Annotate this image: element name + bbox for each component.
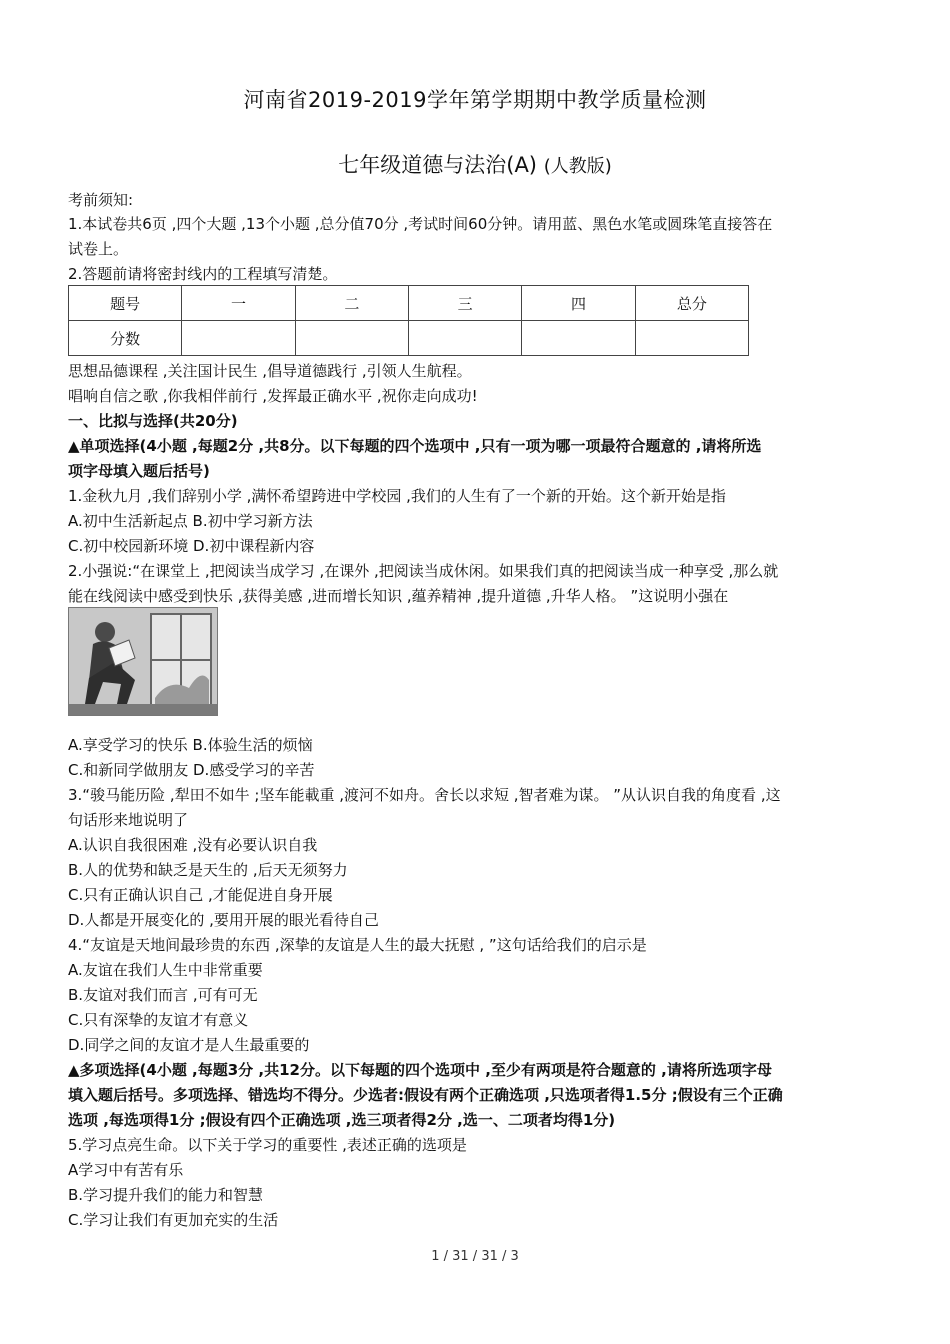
- question-3-option-a: A.认识自我很困难 ,没有必要认识自我: [68, 836, 318, 854]
- single-choice-instruction-a: ▲单项选择(4小题 ,每题2分 ,共8分。以下每题的四个选项中 ,只有一项为哪一项最符合题意的 ,请将所选: [68, 437, 762, 455]
- notice-item-1b: 试卷上。: [68, 240, 129, 258]
- question-4-stem: 4.“友谊是天地间最珍贵的东西 ,深挚的友谊是人生的最大抚慰 , ”这句话给我们的启示是: [68, 936, 647, 954]
- question-2-options-ab: A.享受学习的快乐 B.体验生活的烦恼: [68, 736, 313, 754]
- score-input-cell[interactable]: [522, 321, 635, 356]
- score-table-row: [69, 321, 749, 356]
- question-4-option-d: D.同学之间的友谊才是人生最重要的: [68, 1036, 310, 1054]
- multi-choice-instruction-b: 填入题后括号。多项选择、错选均不得分。少选者:假设有两个正确选项 ,只选项者得1.5分 ;假设有三个正确: [68, 1086, 783, 1104]
- score-header-cell: 二: [295, 286, 408, 321]
- page-number: 1 / 31 / 31 / 3: [431, 1249, 519, 1264]
- question-5-option-b: B.学习提升我们的能力和智慧: [68, 1186, 264, 1204]
- notice-item-1a: 1.本试卷共6页 ,四个大题 ,13个小题 ,总分值70分 ,考试时间60分钟。请用蓝、黑色水笔或圆珠笔直接答在: [68, 215, 773, 233]
- reading-student-illustration: [69, 608, 217, 715]
- question-2-stem-b: 能在线阅读中感受到快乐 ,获得美感 ,进而增长知识 ,蕴养精神 ,提升道德 ,升华人格。 ”这说明小强在: [68, 587, 729, 605]
- question-1-options-ab: A.初中生活新起点 B.初中学习新方法: [68, 512, 313, 530]
- question-3-stem-b: 句话形来地说明了: [68, 811, 189, 829]
- section-one-heading: 一、比拟与选择(共20分): [68, 412, 238, 430]
- question-2-options-cd: C.和新同学做朋友 D.感受学习的辛苦: [68, 761, 315, 779]
- multi-choice-instruction-c: 选项 ,每选项得1分 ;假设有四个正确选项 ,选三项者得2分 ,选一、二项者均得1分): [68, 1111, 616, 1129]
- question-4-option-a: A.友谊在我们人生中非常重要: [68, 961, 263, 979]
- score-row-label: 分数: [69, 321, 182, 356]
- question-1-stem: 1.金秋九月 ,我们辞别小学 ,满怀希望跨进中学校园 ,我们的人生有了一个新的开始。这个新开始是指: [68, 487, 726, 505]
- question-3-option-c: C.只有正确认识自己 ,才能促进自身开展: [68, 886, 333, 904]
- question-3-option-b: B.人的优势和缺乏是天生的 ,后天无须努力: [68, 861, 348, 879]
- question-5-option-a: A学习中有苦有乐: [68, 1161, 184, 1179]
- score-header-cell: 一: [182, 286, 295, 321]
- score-table: [68, 285, 749, 356]
- exam-title: 河南省2019-2019学年第学期期中教学质量检测: [243, 88, 707, 112]
- notice-item-2: 2.答题前请将密封线内的工程填写清楚。: [68, 265, 338, 283]
- motto-line-2: 唱响自信之歌 ,你我相伴前行 ,发挥最正确水平 ,祝你走向成功!: [68, 387, 478, 405]
- score-header-cell: 题号: [69, 286, 182, 321]
- single-choice-instruction-b: 项字母填入题后括号): [68, 462, 210, 480]
- score-input-cell[interactable]: [408, 321, 521, 356]
- notice-heading: 考前须知:: [68, 191, 134, 209]
- question-4-option-b: B.友谊对我们而言 ,可有可无: [68, 986, 258, 1004]
- score-input-cell[interactable]: [295, 321, 408, 356]
- score-header-cell: 四: [522, 286, 635, 321]
- question-3-stem-a: 3.“骏马能历险 ,犁田不如牛 ;坚车能載重 ,渡河不如舟。舍长以求短 ,智者难为谋。 ”从认识自我的角度看 ,这: [68, 786, 781, 804]
- question-5-option-c: C.学习让我们有更加充实的生活: [68, 1211, 279, 1229]
- multi-choice-instruction-a: ▲多项选择(4小题 ,每题3分 ,共12分。以下每题的四个选项中 ,至少有两项是符合题意的 ,请将所选项字母: [68, 1061, 772, 1079]
- question-5-stem: 5.学习点亮生命。以下关于学习的重要性 ,表述正确的选项是: [68, 1136, 467, 1154]
- motto-line-1: 思想品德课程 ,关注国计民生 ,倡导道德践行 ,引领人生航程。: [68, 362, 472, 380]
- question-2-stem-a: 2.小强说:“在课堂上 ,把阅读当成学习 ,在课外 ,把阅读当成休闲。如果我们真的把阅读当成一种享受 ,那么就: [68, 562, 779, 580]
- score-input-cell[interactable]: [182, 321, 295, 356]
- score-input-cell[interactable]: [635, 321, 748, 356]
- reading-student-photo: [68, 607, 218, 716]
- edition-note: (人教版): [543, 156, 612, 177]
- exam-subtitle: [0, 149, 950, 179]
- score-table-header-row: [69, 286, 749, 321]
- question-4-option-c: C.只有深挚的友谊才有意义: [68, 1011, 249, 1029]
- score-header-cell: 三: [408, 286, 521, 321]
- question-3-option-d: D.人都是开展变化的 ,要用开展的眼光看待自己: [68, 911, 379, 929]
- question-1-options-cd: C.初中校园新环境 D.初中课程新内容: [68, 537, 315, 555]
- score-header-cell: 总分: [635, 286, 748, 321]
- subject-name: 七年级道德与法治(A): [338, 153, 538, 177]
